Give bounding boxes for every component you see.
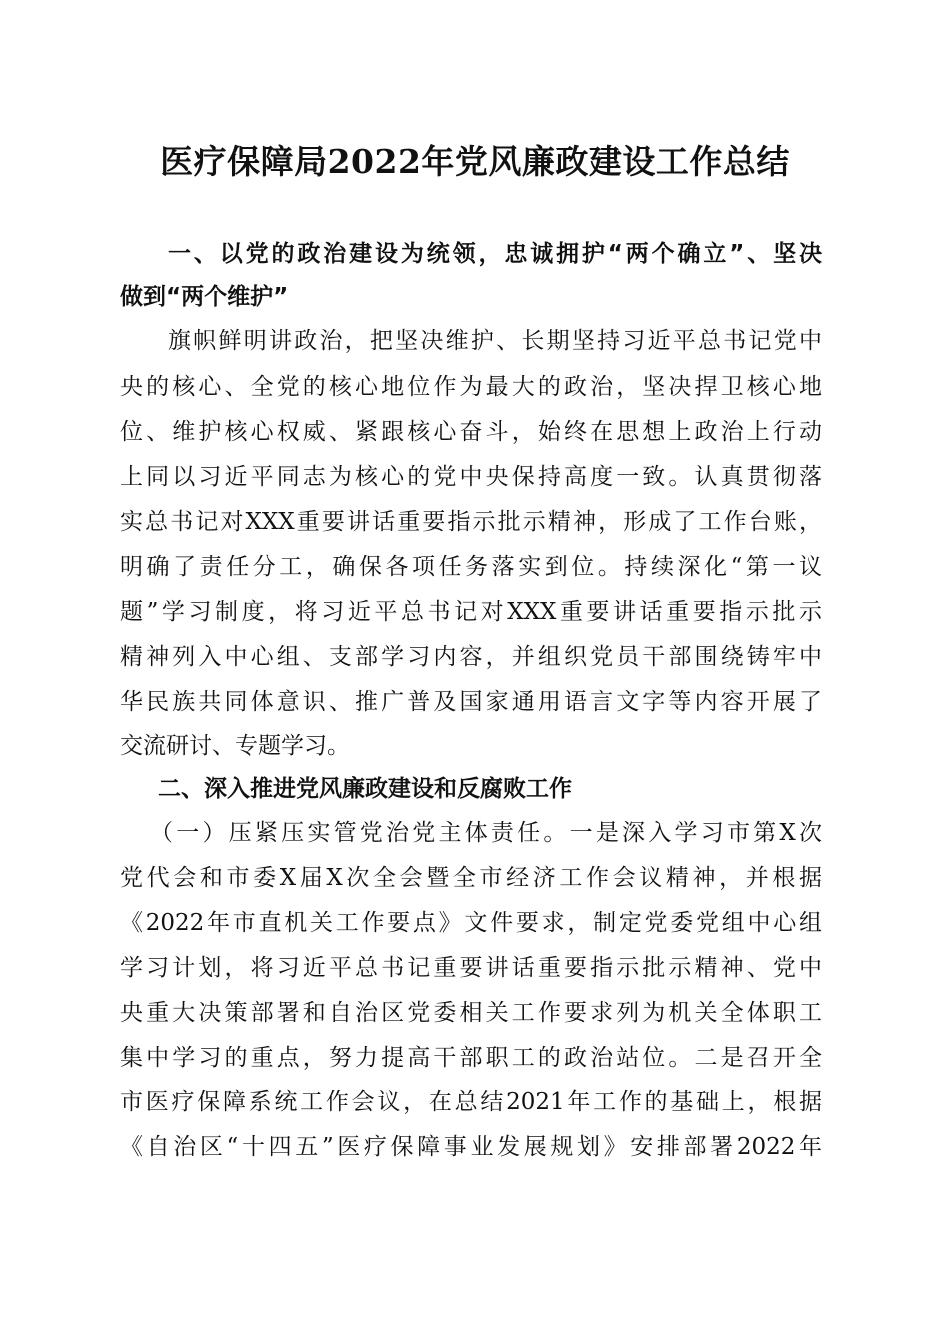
paragraph-line: 旗帜鲜明讲政治，把坚决维护、长期坚持习近平总书记党中 (168, 328, 822, 354)
paragraph-line: 题”学习制度，将习近平总书记对XXX重要讲话重要指示批示 (120, 599, 822, 625)
section-heading-2: 二、深入推进党风廉政建设和反腐败工作 (158, 776, 572, 802)
paragraph-line: 央重大决策部署和自治区党委相关工作要求列为机关全体职工 (120, 1000, 822, 1026)
paragraph-line: 交流研讨、专题学习。 (120, 733, 350, 759)
paragraph-line: 华民族共同体意识、推广普及国家通用语言文字等内容开展了 (120, 689, 822, 715)
section-heading-1-line-2: 做到“两个维护” (120, 284, 289, 310)
section-heading-1-line-1: 一、以党的政治建设为统领，忠诚拥护“两个确立”、坚决 (168, 241, 822, 267)
paragraph-line: 党代会和市委X届X次全会暨全市经济工作会议精神，并根据 (120, 865, 822, 891)
paragraph-line: 集中学习的重点，努力提高干部职工的政治站位。二是召开全 (120, 1045, 822, 1071)
paragraph-line: 位、维护核心权威、紧跟核心奋斗，始终在思想上政治上行动 (120, 419, 822, 445)
paragraph-line: 上同以习近平同志为核心的党中央保持高度一致。认真贯彻落 (120, 464, 822, 490)
paragraph-line: 市医疗保障系统工作会议，在总结2021年工作的基础上，根据 (120, 1089, 822, 1115)
paragraph-line: （一）压紧压实管党治党主体责任。一是深入学习市第X次 (150, 820, 822, 846)
paragraph-line: 精神列入中心组、支部学习内容，并组织党员干部围绕铸牢中 (120, 644, 822, 670)
paragraph-line: 明确了责任分工，确保各项任务落实到位。持续深化“第一议 (120, 554, 822, 580)
paragraph-line: 《2022年市直机关工作要点》文件要求，制定党委党组中心组 (120, 910, 822, 936)
paragraph-line: 实总书记对XXX重要讲话重要指示批示精神，形成了工作台账， (120, 509, 822, 535)
paragraph-line: 《自治区“十四五”医疗保障事业发展规划》安排部署2022年 (120, 1134, 822, 1160)
paragraph-line: 学习计划，将习近平总书记重要讲话重要指示批示精神、党中 (120, 955, 822, 981)
paragraph-line: 央的核心、全党的核心地位作为最大的政治，坚决捍卫核心地 (120, 374, 822, 400)
document-title: 医疗保障局2022年党风廉政建设工作总结 (160, 142, 790, 181)
